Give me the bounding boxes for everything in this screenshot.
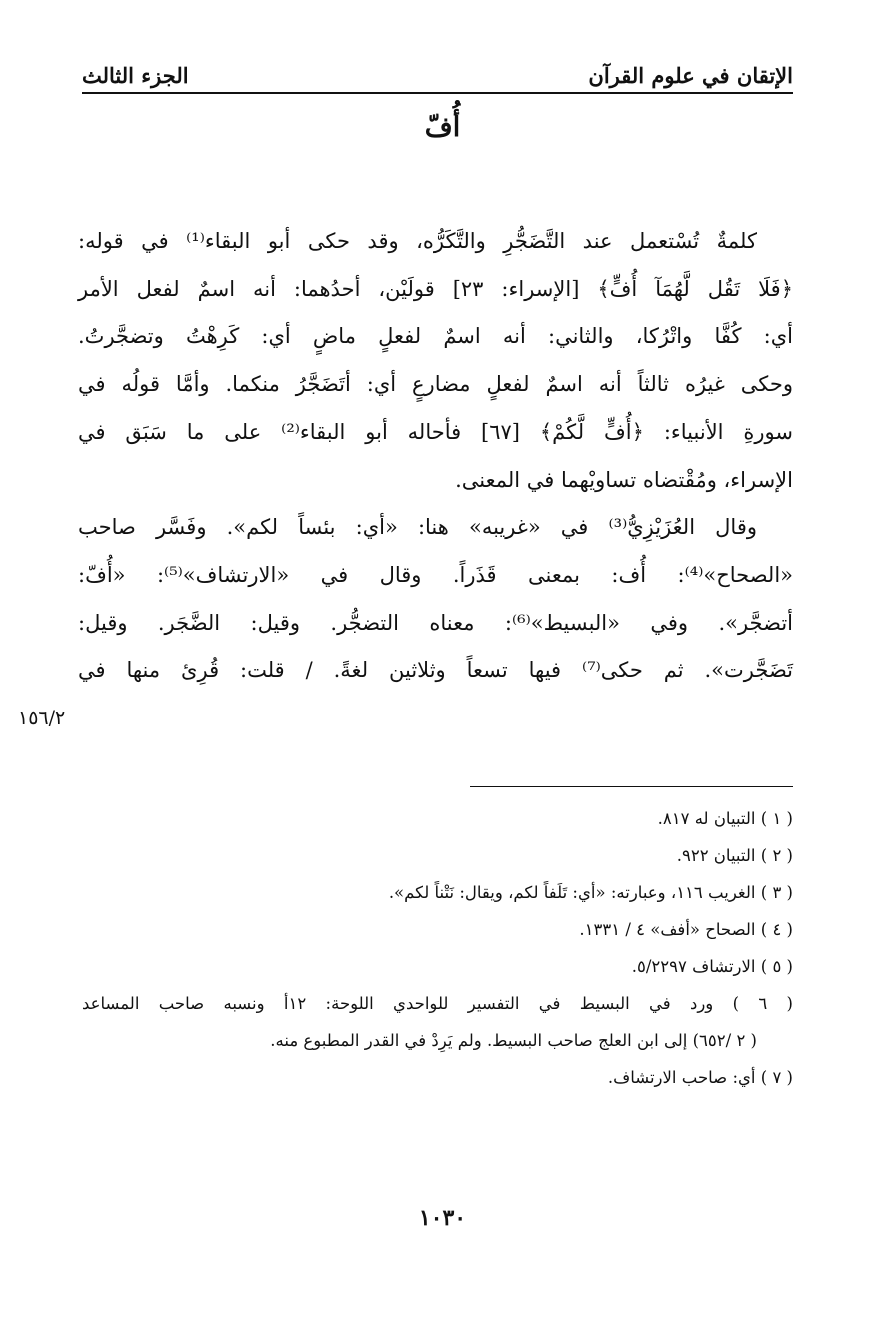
- footnote: ( ٧ ) أي: صاحب الارتشاف.: [607, 1068, 793, 1087]
- body-line: وحكى غيرُه ثالثاً أنه اسمٌ لفعلٍ مضارعٍ أي: أتَضَجَّرُ منكما. وأمَّا قولُه في: [78, 372, 793, 397]
- body-line: الإسراء، ومُقْتضاه تساويْهما في المعنى.: [455, 467, 793, 492]
- page-number: ١٠٣٠: [418, 1205, 467, 1231]
- volume-label: الجزء الثالث: [82, 63, 189, 88]
- footnote-divider: [470, 786, 793, 787]
- body-line: ﴿فَلَا تَقُل لَّهُمَآ أُفٍّ﴾ [الإسراء: ٢٣] قولَيْن، أحدُهما: أنه اسمٌ لفعل الأمر: [78, 276, 793, 301]
- body-line: تَضَجَّرت». ثم حكى⁽⁷⁾ فيها تسعاً وثلاثين لغةً. / قلت: قُرِئ منها في: [78, 658, 794, 683]
- footnotes: [82, 800, 793, 1096]
- footnote-continuation: ( ٢ /٦٥٢) إلى ابن العلج صاحب البسيط. ولم يَرِدْ في القدر المطبوع منه.: [270, 1031, 757, 1050]
- body-line: سورةِ الأنبياء: ﴿أُفٍّ لَّكُمْ﴾ [٦٧] فأحاله أبو البقاء⁽²⁾ على ما سَبَق في: [78, 419, 793, 444]
- main-text: [78, 218, 793, 695]
- header-divider: [82, 92, 793, 94]
- running-header: [82, 48, 793, 88]
- footnote: ( ٣ ) الغريب ١١٦، وعبارته: «أي: تَلَفاً لكم، ويقال: نَتْناً لكم».: [388, 883, 793, 902]
- footnote: ( ١ ) التبيان له ٨١٧.: [657, 809, 793, 828]
- footnote: ( ٢ ) التبيان ٩٢٢.: [676, 846, 793, 865]
- entry-title: أُفّ: [424, 112, 461, 143]
- margin-reference: ١٥٦/٢: [18, 707, 66, 729]
- body-line: أتضجَّر». وفي «البسيط»⁽⁶⁾: معناه التضجُّر. وقيل: الضَّجَر. وقيل:: [78, 610, 794, 635]
- body-line: «الصحاح»⁽⁴⁾: أُف: بمعنى قَذَراً. وقال في «الارتشاف»⁽⁵⁾: «أُفّ:: [78, 562, 794, 587]
- footnote: ( ٥ ) الارتشاف ٥/٢٢٩٧.: [631, 957, 793, 976]
- footnote: ( ٦ ) ورد في البسيط في التفسير للواحدي اللوحة: ١٢أ ونسبه صاحب المساعد: [82, 994, 793, 1013]
- body-line: وقال العُزَيْزِيُّ⁽³⁾ في «غريبه» هنا: «أي: بئساً لكم». وفَسَّر صاحب: [78, 515, 758, 540]
- book-title: الإتقان في علوم القرآن: [588, 63, 793, 88]
- footnote: ( ٤ ) الصحاح «أفف» ٤ / ١٣٣١.: [579, 920, 793, 939]
- body-line: كلمةٌ تُسْتعمل عند التَّضَجُّرِ والتَّكَرُّه، وقد حكى أبو البقاء⁽¹⁾ في قوله:: [78, 229, 757, 253]
- body-line: أي: كُفَّا واتْرُكا، والثاني: أنه اسمٌ لفعلٍ ماضٍ أي: كَرِهْتُ وتضجَّرتُ.: [78, 324, 793, 349]
